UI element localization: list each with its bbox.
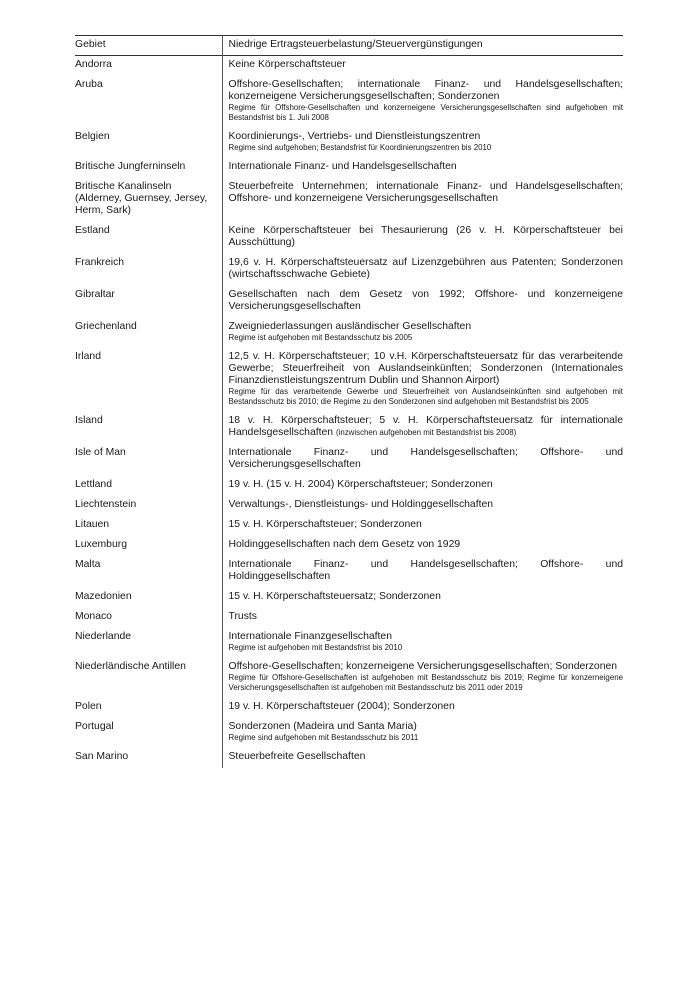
regime-main-text: Offshore-Gesellschaften; konzerneigene Versicherungsgesellschaften; Sonderzonen xyxy=(228,661,618,672)
regime-cell xyxy=(222,222,623,254)
regime-main-text: Holdinggesellschaften nach dem Gesetz von 1929 xyxy=(228,539,461,550)
regime-main-text: 15 v. H. Körperschaftsteuersatz; Sonderzonen xyxy=(228,591,441,602)
regime-cell xyxy=(222,476,623,496)
region-cell: Polen xyxy=(75,701,102,712)
table-row xyxy=(75,658,623,698)
region-cell: San Marino xyxy=(75,751,129,762)
regime-note: Regime sind aufgehoben mit Bestandsschutz bis 2011 xyxy=(228,733,419,742)
regime-cell xyxy=(222,286,623,318)
table-header xyxy=(75,36,623,56)
regime-cell xyxy=(222,444,623,476)
regime-text xyxy=(229,661,624,673)
table-row xyxy=(75,56,623,77)
regime-main-text: Verwaltungs-, Dienstleistungs- und Holdinggesellschaften xyxy=(228,499,494,510)
regime-main-text: Gesellschaften nach dem Gesetz von 1992; Offshore- und konzerneigene Versicherungsgesellschaften xyxy=(228,289,623,312)
region-cell: Griechenland xyxy=(75,321,137,332)
regime-main-text: Keine Körperschaftsteuer bei Thesaurierung (26 v. H. Körperschaftsteuer bei Ausschüttung) xyxy=(228,225,623,248)
regime-text xyxy=(229,519,624,531)
regime-cell xyxy=(222,536,623,556)
regime-cell xyxy=(222,318,623,348)
table-row xyxy=(75,536,623,556)
regime-main-text: Offshore-Gesellschaften; internationale Finanz- und Handelsgesellschaften; konzerneigene Versicherungsgesellschaften; Sonderzonen xyxy=(228,79,623,102)
header-regime: Niedrige Ertragsteuerbelastung/Steuervergünstigungen xyxy=(222,36,623,56)
regime-note: Regime ist aufgehoben mit Bestandsschutz bis 2005 xyxy=(228,333,413,342)
regime-text xyxy=(229,447,624,471)
regime-text xyxy=(229,479,624,491)
region-cell: Liechtenstein xyxy=(75,499,137,510)
regime-text xyxy=(229,559,624,583)
regime-main-text: Keine Körperschaftsteuer xyxy=(228,59,346,70)
region-cell: Mazedonien xyxy=(75,591,132,602)
region-cell: Niederlande xyxy=(75,631,132,642)
regime-text xyxy=(229,751,624,763)
regime-main-text: Internationale Finanz- und Handelsgesellschaften; Offshore- und Holdinggesellschaften xyxy=(228,559,623,582)
regime-text xyxy=(229,257,624,281)
regime-cell xyxy=(222,56,623,77)
regime-main-text: Trusts xyxy=(228,611,257,622)
regime-text xyxy=(229,351,624,387)
regime-inline-note: (inzwischen aufgehoben mit Bestandsfrist bis 2008) xyxy=(335,428,517,437)
region-cell: Isle of Man xyxy=(75,447,126,458)
table-row xyxy=(75,698,623,718)
regime-cell xyxy=(222,516,623,536)
region-cell: Lettland xyxy=(75,479,112,490)
table-row xyxy=(75,476,623,496)
table-row xyxy=(75,496,623,516)
regime-cell xyxy=(222,556,623,588)
regime-cell xyxy=(222,128,623,158)
region-cell: Aruba xyxy=(75,79,103,90)
regime-cell xyxy=(222,254,623,286)
region-cell: Irland xyxy=(75,351,101,362)
region-cell: Island xyxy=(75,415,103,426)
region-cell: Britische Kanalinseln (Alderney, Guernsey, Jersey, Herm, Sark) xyxy=(75,181,208,216)
regime-cell xyxy=(222,698,623,718)
region-cell: Luxemburg xyxy=(75,539,127,550)
tax-regime-table xyxy=(75,35,623,768)
regime-main-text: Koordinierungs-, Vertriebs- und Dienstleistungszentren xyxy=(228,131,481,142)
regime-text xyxy=(229,591,624,603)
header-region: Gebiet xyxy=(75,39,106,50)
regime-note: Regime ist aufgehoben mit Bestandsfrist bis 2010 xyxy=(228,643,403,652)
regime-main-text: Steuerbefreite Unternehmen; internationale Finanz- und Handelsgesellschaften; Offshore- und konzerneigene Versicherungsgesellschaften xyxy=(228,181,623,204)
regime-text xyxy=(229,499,624,511)
region-cell: Estland xyxy=(75,225,110,236)
regime-main-text: Internationale Finanz- und Handelsgesellschaften xyxy=(228,161,457,172)
regime-note: Regime für Offshore-Gesellschaften ist aufgehoben mit Bestandsschutz bis 2019; Regime für konzerneigene Versicherungsgesellschaften ist aufgehoben mit Bestandsschutz bis 2011 oder 2019 xyxy=(228,673,623,692)
regime-main-text: Internationale Finanzgesellschaften xyxy=(228,631,392,642)
regime-text xyxy=(229,721,624,733)
table-row xyxy=(75,628,623,658)
regime-text xyxy=(229,289,624,313)
regime-note: Regime für das verarbeitende Gewerbe und Steuerfreiheit von Auslandseinkünften sind aufgehoben mit Bestandsschutz bis 2010; die Regime zu den Sonderzonen sind aufgehoben mit Bestandsfrist bis 2005 xyxy=(228,387,623,406)
table-row xyxy=(75,222,623,254)
table-row xyxy=(75,318,623,348)
regime-main-text: 18 v. H. Körperschaftsteuer; 5 v. H. Körperschaftsteuersatz für internationale Handelsgesellschaften xyxy=(228,415,623,438)
regime-cell xyxy=(222,158,623,178)
regime-cell xyxy=(222,658,623,698)
regime-main-text: 19 v. H. (15 v. H. 2004) Körperschaftsteuer; Sonderzonen xyxy=(228,479,493,490)
document-page xyxy=(75,35,623,768)
regime-cell xyxy=(222,748,623,768)
regime-main-text: 19 v. H. Körperschaftsteuer (2004); Sonderzonen xyxy=(228,701,455,712)
regime-cell xyxy=(222,412,623,444)
regime-cell xyxy=(222,76,623,128)
regime-text xyxy=(229,59,624,71)
region-cell: Malta xyxy=(75,559,101,570)
table-row xyxy=(75,608,623,628)
header-row xyxy=(75,36,623,56)
region-cell: Litauen xyxy=(75,519,110,530)
table-row xyxy=(75,76,623,128)
region-cell: Monaco xyxy=(75,611,112,622)
region-cell: Frankreich xyxy=(75,257,125,268)
regime-text xyxy=(229,539,624,551)
regime-note: Regime für Offshore-Gesellschaften und konzerneigene Versicherungsgesellschaften sind aufgehoben mit Bestandsfrist bis 1. Juli 2008 xyxy=(228,103,623,122)
regime-text xyxy=(229,181,624,205)
table-row xyxy=(75,128,623,158)
regime-main-text: Internationale Finanz- und Handelsgesellschaften; Offshore- und Versicherungsgesellschaften xyxy=(228,447,623,470)
regime-cell xyxy=(222,628,623,658)
regime-cell xyxy=(222,496,623,516)
table-row xyxy=(75,556,623,588)
regime-main-text: 19,6 v. H. Körperschaftsteuersatz auf Lizenzgebühren aus Patenten; Sonderzonen (wirtschaftsschwache Gebiete) xyxy=(228,257,623,280)
regime-text xyxy=(229,701,624,713)
regime-note: Regime sind aufgehoben; Bestandsfrist für Koordinierungszentren bis 2010 xyxy=(228,143,492,152)
table-row xyxy=(75,178,623,222)
regime-main-text: Steuerbefreite Gesellschaften xyxy=(228,751,366,762)
table-row xyxy=(75,748,623,768)
region-cell: Portugal xyxy=(75,721,114,732)
regime-cell xyxy=(222,588,623,608)
regime-text xyxy=(229,225,624,249)
regime-text xyxy=(229,131,624,143)
table-row xyxy=(75,254,623,286)
regime-text xyxy=(229,79,624,103)
regime-cell xyxy=(222,608,623,628)
region-cell: Belgien xyxy=(75,131,110,142)
table-row xyxy=(75,158,623,178)
regime-cell xyxy=(222,348,623,412)
table-row xyxy=(75,444,623,476)
table-row xyxy=(75,348,623,412)
region-cell: Britische Jungferninseln xyxy=(75,161,186,172)
table-row xyxy=(75,588,623,608)
regime-main-text: 15 v. H. Körperschaftsteuer; Sonderzonen xyxy=(228,519,422,530)
regime-cell xyxy=(222,718,623,748)
regime-cell xyxy=(222,178,623,222)
regime-main-text: 12,5 v. H. Körperschaftsteuer; 10 v.H. Körperschaftsteuersatz für das verarbeitende Gewerbe; Steuerfreiheit von Auslandseinkünften; Sonderzonen (Internationales Finanzdienstleistungszentrum Dublin und Shannon Airport) xyxy=(228,351,623,386)
regime-text xyxy=(229,161,624,173)
table-body xyxy=(75,56,623,769)
table-row xyxy=(75,412,623,444)
table-row xyxy=(75,516,623,536)
regime-main-text: Zweigniederlassungen ausländischer Gesellschaften xyxy=(228,321,472,332)
region-cell: Gibraltar xyxy=(75,289,115,300)
regime-text xyxy=(229,611,624,623)
table-row xyxy=(75,286,623,318)
regime-text xyxy=(229,321,624,333)
regime-main-text: Sonderzonen (Madeira und Santa Maria) xyxy=(228,721,417,732)
table-row xyxy=(75,718,623,748)
region-cell: Andorra xyxy=(75,59,112,70)
regime-text xyxy=(229,415,624,439)
region-cell: Niederländische Antillen xyxy=(75,661,186,672)
regime-text xyxy=(229,631,624,643)
